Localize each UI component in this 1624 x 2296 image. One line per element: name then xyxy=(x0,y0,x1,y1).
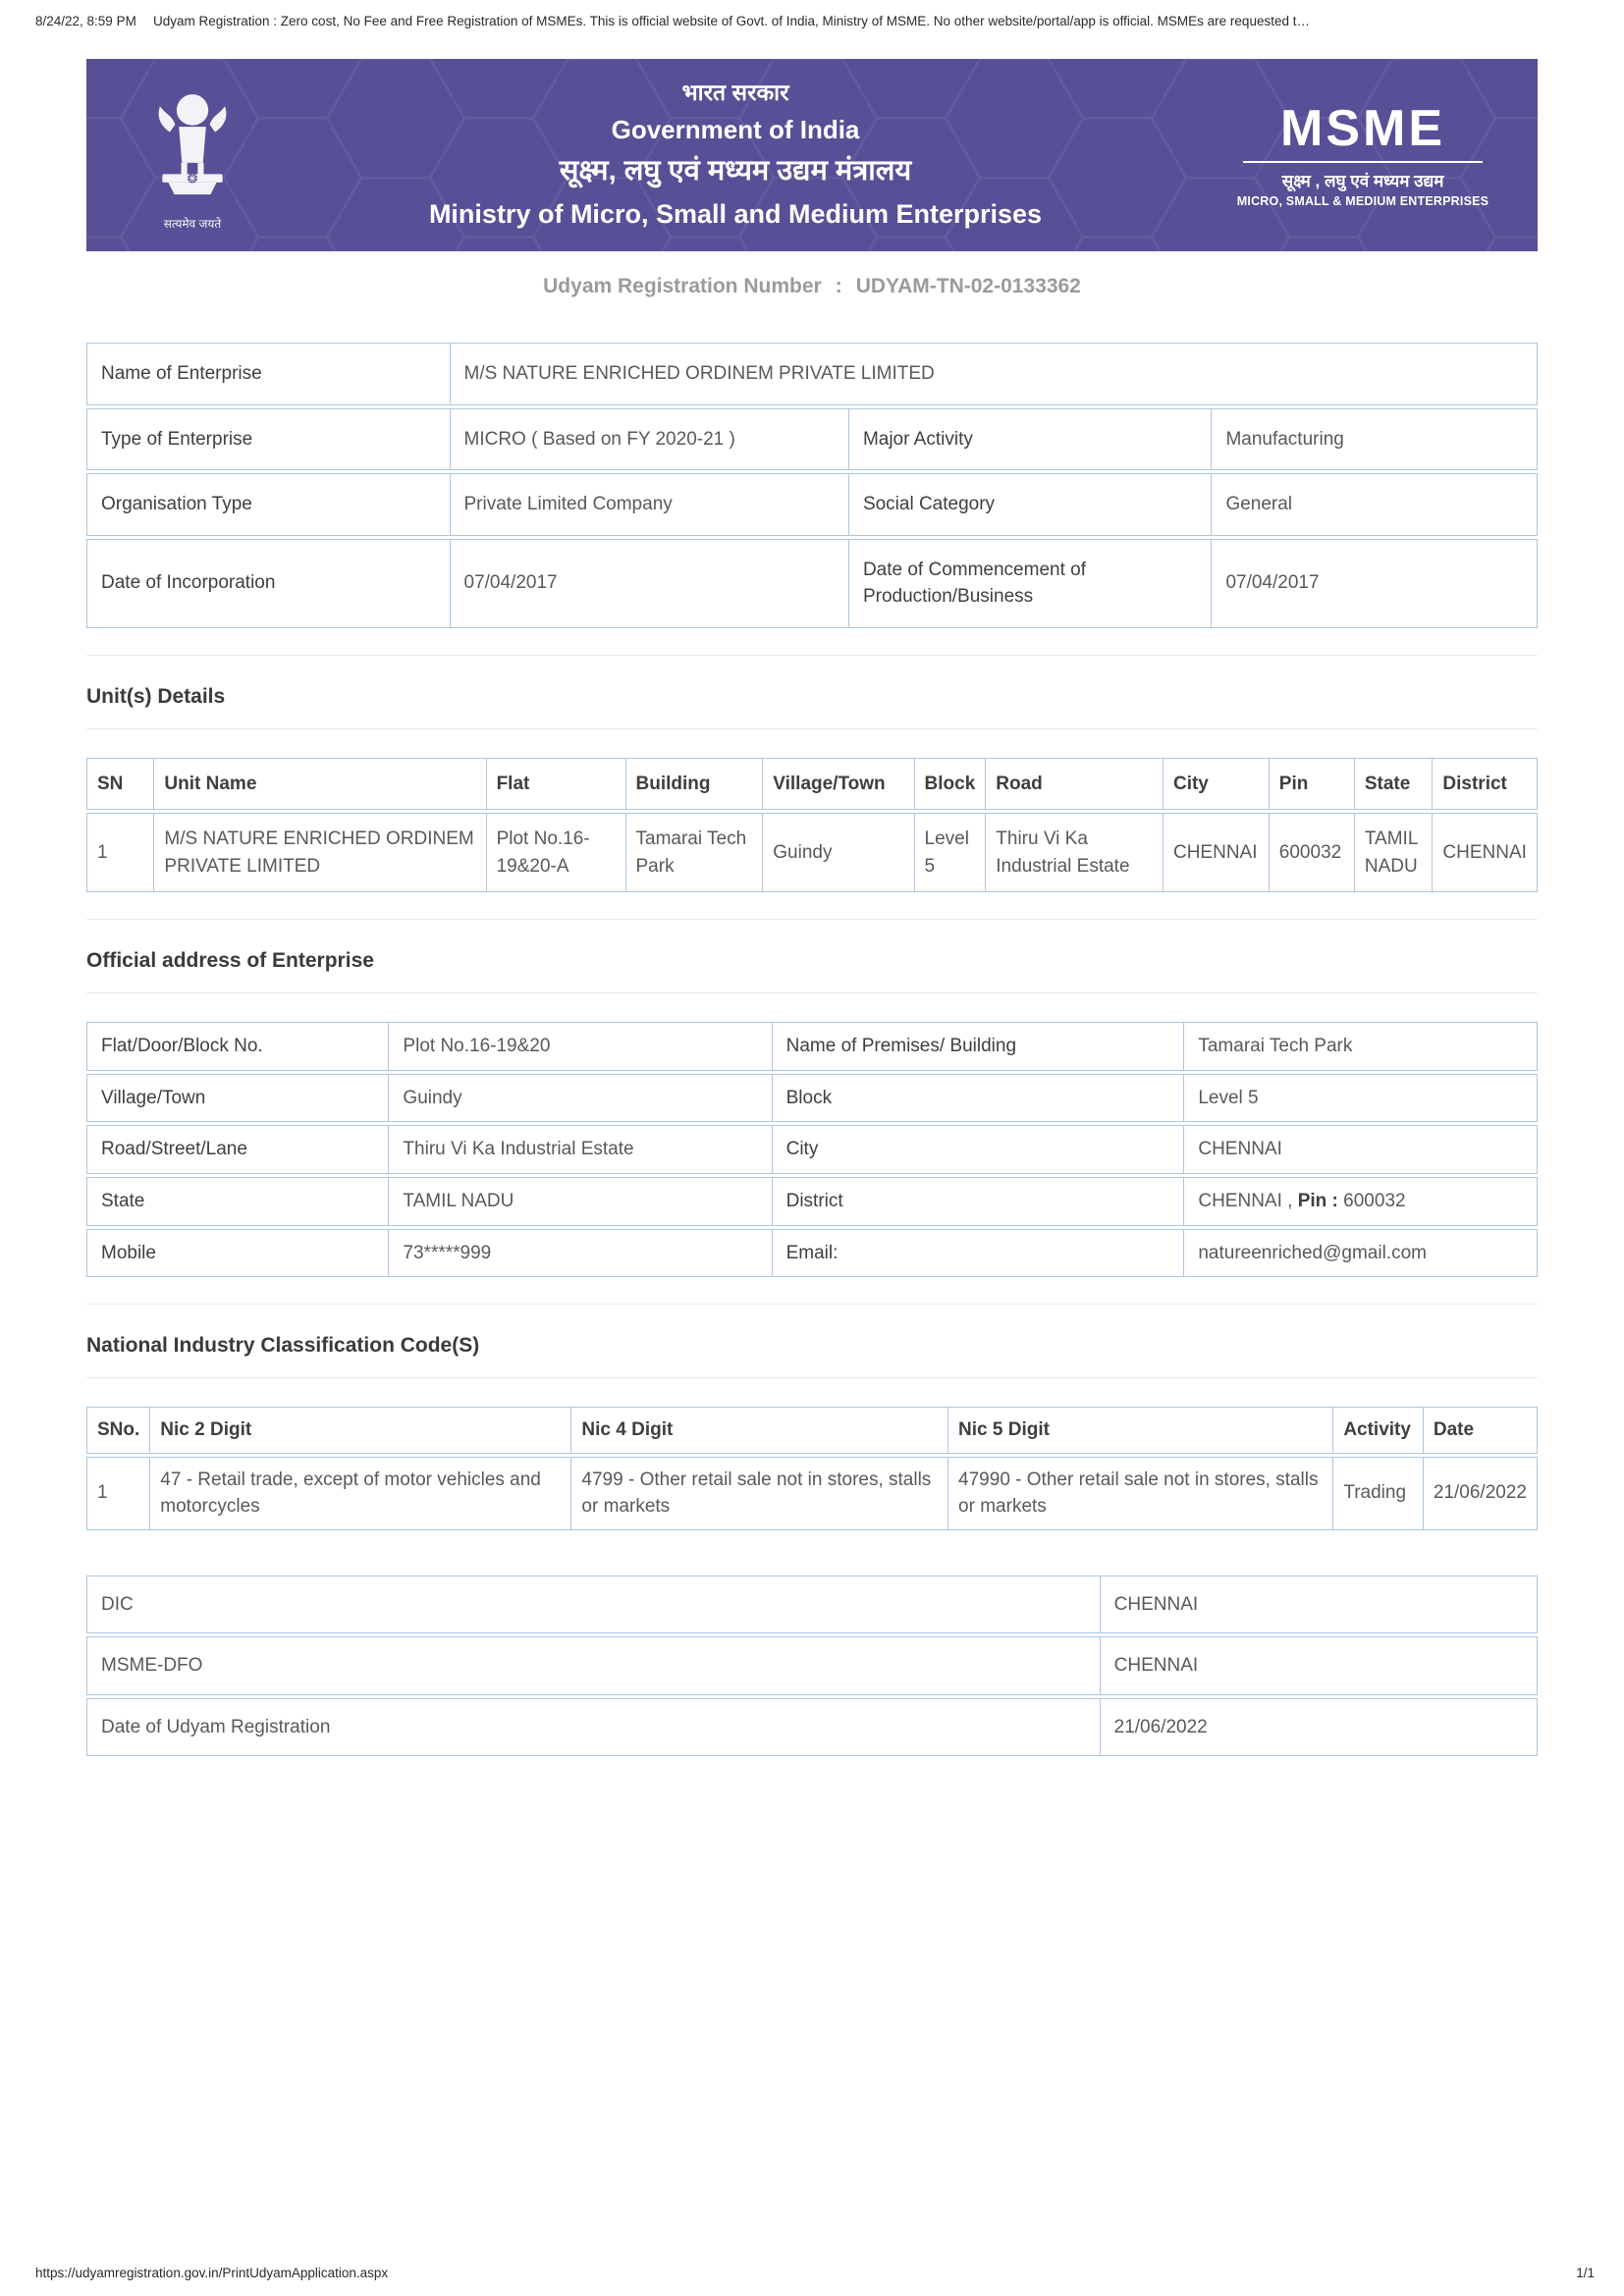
msme-logo xyxy=(1229,99,1496,208)
column-header: SN xyxy=(86,758,153,811)
field-label: MSME-DFO xyxy=(86,1636,1100,1695)
field-value: 07/04/2017 xyxy=(1211,539,1538,628)
field-value: Guindy xyxy=(388,1074,771,1123)
field-value: 07/04/2017 xyxy=(450,539,848,628)
print-header xyxy=(35,14,1595,28)
table-row xyxy=(86,1177,1538,1226)
section-divider xyxy=(86,1304,1538,1305)
field-label: State xyxy=(86,1177,388,1226)
emblem-caption: सत्यमेव जयते xyxy=(163,217,222,231)
pin-value: 600032 xyxy=(1343,1191,1406,1212)
district-value: CHENNAI , xyxy=(1198,1191,1293,1212)
section-divider xyxy=(86,655,1538,656)
column-header: Road xyxy=(985,758,1163,811)
field-label: Road/Street/Lane xyxy=(86,1125,388,1174)
field-label: City xyxy=(772,1125,1184,1174)
field-label: Social Category xyxy=(848,473,1212,536)
banner-ministry-english: Ministry of Micro, Small and Medium Enterprises xyxy=(428,199,1043,230)
column-header: Unit Name xyxy=(153,758,485,811)
column-header: Nic 5 Digit xyxy=(947,1407,1332,1454)
msme-logo-divider xyxy=(1243,161,1483,163)
table-row xyxy=(86,1074,1538,1123)
column-header: Activity xyxy=(1332,1407,1423,1454)
udyam-number-label: Udyam Registration Number xyxy=(543,275,822,297)
field-label: Mobile xyxy=(86,1229,388,1278)
field-label: Date of Commencement of Production/Business xyxy=(848,539,1212,628)
udyam-number-value: UDYAM-TN-02-0133362 xyxy=(855,275,1081,297)
section-divider xyxy=(86,919,1538,920)
field-label: Organisation Type xyxy=(86,473,450,536)
nic-codes-table xyxy=(86,1404,1538,1533)
field-value xyxy=(1183,1177,1538,1226)
cell-activity: Trading xyxy=(1332,1457,1423,1530)
cell-district: CHENNAI xyxy=(1432,813,1538,892)
table-row xyxy=(86,473,1538,536)
field-value: CHENNAI xyxy=(1100,1575,1538,1634)
table-row xyxy=(86,1575,1538,1634)
document-content xyxy=(86,59,1538,1759)
field-value: M/S NATURE ENRICHED ORDINEM PRIVATE LIMITED xyxy=(450,343,1539,405)
enterprise-details-table xyxy=(86,340,1538,631)
column-header: SNo. xyxy=(86,1407,149,1454)
table-row xyxy=(86,1698,1538,1757)
nic-section-heading: National Industry Classification Code(S) xyxy=(86,1334,480,1358)
cell-unit-name: M/S NATURE ENRICHED ORDINEM PRIVATE LIMITED xyxy=(153,813,485,892)
field-value: General xyxy=(1211,473,1538,536)
field-label: Date of Udyam Registration xyxy=(86,1698,1100,1757)
field-label: Flat/Door/Block No. xyxy=(86,1022,388,1071)
table-row xyxy=(86,343,1538,405)
print-footer-url: https://udyamregistration.gov.in/PrintUdyamApplication.aspx xyxy=(35,2266,389,2280)
field-value: Tamarai Tech Park xyxy=(1183,1022,1538,1071)
udyam-registration-number xyxy=(86,275,1538,298)
print-page-title: Udyam Registration : Zero cost, No Fee and Free Registration of MSMEs. This is official website of Govt. of India, Ministry of MSME. No other website/portal/app is official. MSMEs are requested t… xyxy=(153,14,1310,28)
table-header-row xyxy=(86,1407,1538,1454)
cell-city: CHENNAI xyxy=(1163,813,1269,892)
table-row xyxy=(86,813,1538,892)
cell-building: Tamarai Tech Park xyxy=(625,813,763,892)
field-value: MICRO ( Based on FY 2020-21 ) xyxy=(450,408,848,471)
cell-date: 21/06/2022 xyxy=(1423,1457,1538,1530)
units-section-heading: Unit(s) Details xyxy=(86,684,226,708)
field-label: Name of Enterprise xyxy=(86,343,450,405)
field-label: Village/Town xyxy=(86,1074,388,1123)
field-label: DIC xyxy=(86,1575,1100,1634)
field-value: Level 5 xyxy=(1183,1074,1538,1123)
field-label: Block xyxy=(772,1074,1184,1123)
table-row xyxy=(86,408,1538,471)
field-value: Private Limited Company xyxy=(450,473,848,536)
print-footer-page-number: 1/1 xyxy=(1576,2266,1595,2280)
cell-flat: Plot No.16-19&20-A xyxy=(486,813,625,892)
cell-block: Level 5 xyxy=(914,813,986,892)
msme-logo-tagline-english: MICRO, SMALL & MEDIUM ENTERPRISES xyxy=(1236,193,1489,208)
units-table xyxy=(86,755,1538,896)
banner-titles xyxy=(242,79,1229,232)
ashoka-lion-capital-icon xyxy=(147,79,238,208)
field-label: Major Activity xyxy=(848,408,1212,471)
cell-sn: 1 xyxy=(86,813,153,892)
field-label: Date of Incorporation xyxy=(86,539,450,628)
field-value: CHENNAI xyxy=(1100,1636,1538,1695)
cell-nic2: 47 - Retail trade, except of motor vehicles and motorcycles xyxy=(149,1457,570,1530)
print-footer xyxy=(35,2266,1595,2280)
table-row xyxy=(86,1125,1538,1174)
table-row xyxy=(86,1022,1538,1071)
section-divider xyxy=(86,992,1538,993)
field-label: Email: xyxy=(772,1229,1184,1278)
section-divider xyxy=(86,1377,1538,1378)
table-row xyxy=(86,1457,1538,1530)
column-header: Nic 4 Digit xyxy=(570,1407,947,1454)
banner-ministry-hindi: सूक्ष्म, लघु एवं मध्यम उद्यम मंत्रालय xyxy=(559,155,912,187)
address-section-heading: Official address of Enterprise xyxy=(86,949,374,973)
cell-pin: 600032 xyxy=(1269,813,1354,892)
column-header: State xyxy=(1354,758,1433,811)
field-value: Plot No.16-19&20 xyxy=(388,1022,771,1071)
government-banner xyxy=(86,59,1538,251)
cell-sno: 1 xyxy=(86,1457,149,1530)
india-emblem xyxy=(143,79,242,232)
cell-nic4: 4799 - Other retail sale not in stores, stalls or markets xyxy=(570,1457,947,1530)
print-datetime: 8/24/22, 8:59 PM xyxy=(35,14,136,28)
column-header: Pin xyxy=(1269,758,1354,811)
table-row xyxy=(86,539,1538,628)
field-value: 73*****999 xyxy=(388,1229,771,1278)
column-header: Flat xyxy=(486,758,625,811)
cell-state: TAMIL NADU xyxy=(1354,813,1433,892)
column-header: Block xyxy=(914,758,986,811)
field-label: Name of Premises/ Building xyxy=(772,1022,1184,1071)
column-header: Nic 2 Digit xyxy=(149,1407,570,1454)
banner-title-hindi: भारत सरकार xyxy=(681,79,789,105)
column-header: Building xyxy=(625,758,763,811)
column-header: Date xyxy=(1423,1407,1538,1454)
field-value: natureenriched@gmail.com xyxy=(1183,1229,1538,1278)
column-header: City xyxy=(1163,758,1269,811)
cell-village: Guindy xyxy=(762,813,913,892)
official-address-table xyxy=(86,1019,1538,1280)
udyam-number-separator: : xyxy=(835,275,842,297)
msme-logo-tagline-hindi: सूक्ष्म , लघु एवं मध्यम उद्यम xyxy=(1281,171,1444,190)
field-value: 21/06/2022 xyxy=(1100,1698,1538,1757)
pin-label: Pin : xyxy=(1297,1191,1338,1212)
field-value: Thiru Vi Ka Industrial Estate xyxy=(388,1125,771,1174)
cell-road: Thiru Vi Ka Industrial Estate xyxy=(985,813,1163,892)
table-row xyxy=(86,1229,1538,1278)
column-header: District xyxy=(1432,758,1538,811)
field-value: TAMIL NADU xyxy=(388,1177,771,1226)
registry-table xyxy=(86,1573,1538,1760)
section-divider xyxy=(86,728,1538,729)
msme-logo-acronym: MSME xyxy=(1280,99,1445,157)
field-label: Type of Enterprise xyxy=(86,408,450,471)
column-header: Village/Town xyxy=(762,758,913,811)
field-label: District xyxy=(772,1177,1184,1226)
table-header-row xyxy=(86,758,1538,811)
cell-nic5: 47990 - Other retail sale not in stores, stalls or markets xyxy=(947,1457,1332,1530)
field-value: Manufacturing xyxy=(1211,408,1538,471)
field-value: CHENNAI xyxy=(1183,1125,1538,1174)
table-row xyxy=(86,1636,1538,1695)
banner-title-english: Government of India xyxy=(611,114,860,144)
